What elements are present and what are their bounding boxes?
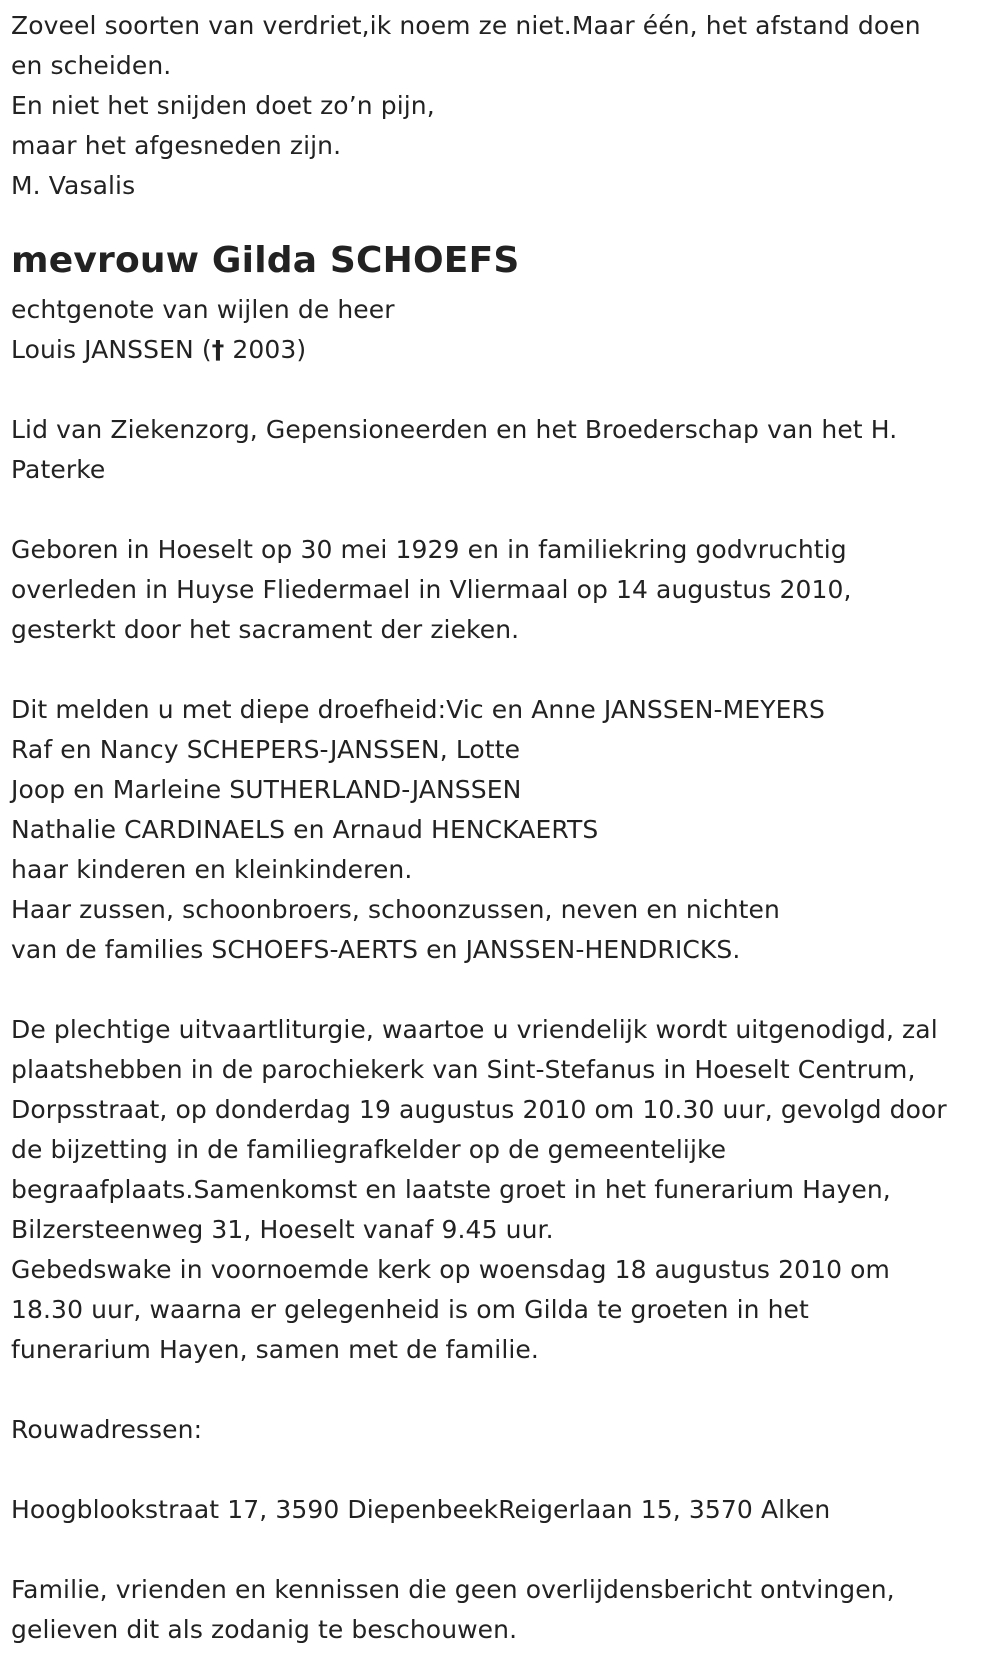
closing-section bbox=[11, 1570, 990, 1650]
funeral-line: funerarium Hayen, samen met de familie. bbox=[11, 1335, 539, 1364]
addresses-heading: Rouwadressen: bbox=[11, 1415, 203, 1444]
membership-line: Lid van Ziekenzorg, Gepensioneerden en het Broederschap van het H. bbox=[11, 415, 898, 444]
funeral-line: de bijzetting in de familiegrafkelder op de gemeentelijke bbox=[11, 1135, 727, 1164]
membership-section bbox=[11, 410, 990, 490]
family-line: van de families SCHOEFS-AERTS en JANSSEN-HENDRICKS. bbox=[11, 935, 741, 964]
poem-line: En niet het snijden doet zo’n pijn, bbox=[11, 91, 435, 120]
spouse-name: Louis JANSSEN ( bbox=[11, 335, 212, 364]
spacer bbox=[11, 1370, 990, 1410]
spacer bbox=[11, 370, 990, 410]
spacer bbox=[11, 1530, 990, 1570]
addresses-section bbox=[11, 1410, 990, 1530]
funeral-line: plaatshebben in de parochiekerk van Sint-Stefanus in Hoeselt Centrum, bbox=[11, 1055, 916, 1084]
poem-author: M. Vasalis bbox=[11, 171, 136, 200]
family-section bbox=[11, 690, 990, 970]
birth-death-section bbox=[11, 530, 990, 650]
poem-line: maar het afgesneden zijn. bbox=[11, 131, 342, 160]
birth-death-line: gesterkt door het sacrament der zieken. bbox=[11, 615, 520, 644]
funeral-line: Gebedswake in voornoemde kerk op woensdag 18 augustus 2010 om bbox=[11, 1255, 890, 1284]
funeral-line: 18.30 uur, waarna er gelegenheid is om Gilda te groeten in het bbox=[11, 1295, 809, 1324]
deceased-section bbox=[11, 236, 990, 370]
spacer bbox=[11, 650, 990, 690]
membership-line: Paterke bbox=[11, 455, 106, 484]
funeral-line: begraafplaats.Samenkomst en laatste groet in het funerarium Hayen, bbox=[11, 1175, 891, 1204]
spacer bbox=[11, 970, 990, 1010]
birth-death-line: overleden in Huyse Fliedermael in Vliermaal op 14 augustus 2010, bbox=[11, 575, 852, 604]
poem-line: Zoveel soorten van verdriet,ik noem ze niet.Maar één, het afstand doen bbox=[11, 11, 921, 40]
closing-line: gelieven dit als zodanig te beschouwen. bbox=[11, 1615, 518, 1644]
funeral-line: De plechtige uitvaartliturgie, waartoe u vriendelijk wordt uitgenodigd, zal bbox=[11, 1015, 938, 1044]
spouse-line: echtgenote van wijlen de heer bbox=[11, 295, 395, 324]
family-line: Dit melden u met diepe droefheid:Vic en Anne JANSSEN-MEYERS bbox=[11, 695, 825, 724]
deceased-name: mevrouw Gilda SCHOEFS bbox=[11, 240, 520, 281]
funeral-section bbox=[11, 1010, 990, 1370]
poem-line: en scheiden. bbox=[11, 51, 172, 80]
poem-section bbox=[11, 6, 990, 206]
spacer bbox=[11, 490, 990, 530]
closing-line: Familie, vrienden en kennissen die geen overlijdensbericht ontvingen, bbox=[11, 1575, 895, 1604]
family-line: Haar zussen, schoonbroers, schoonzussen, neven en nichten bbox=[11, 895, 780, 924]
family-line: Raf en Nancy SCHEPERS-JANSSEN, Lotte bbox=[11, 735, 521, 764]
family-line: haar kinderen en kleinkinderen. bbox=[11, 855, 413, 884]
spacer bbox=[11, 1450, 990, 1490]
spouse-death-year: 2003) bbox=[224, 335, 307, 364]
addresses-list: Hoogblookstraat 17, 3590 DiepenbeekReigerlaan 15, 3570 Alken bbox=[11, 1495, 831, 1524]
funeral-line: Dorpsstraat, op donderdag 19 augustus 2010 om 10.30 uur, gevolgd door bbox=[11, 1095, 947, 1124]
birth-death-line: Geboren in Hoeselt op 30 mei 1929 en in familiekring godvruchtig bbox=[11, 535, 847, 564]
family-line: Joop en Marleine SUTHERLAND-JANSSEN bbox=[11, 775, 522, 804]
family-line: Nathalie CARDINAELS en Arnaud HENCKAERTS bbox=[11, 815, 599, 844]
funeral-line: Bilzersteenweg 31, Hoeselt vanaf 9.45 uur. bbox=[11, 1215, 554, 1244]
cross-icon: † bbox=[211, 335, 225, 364]
spouse-name-line bbox=[11, 330, 990, 370]
